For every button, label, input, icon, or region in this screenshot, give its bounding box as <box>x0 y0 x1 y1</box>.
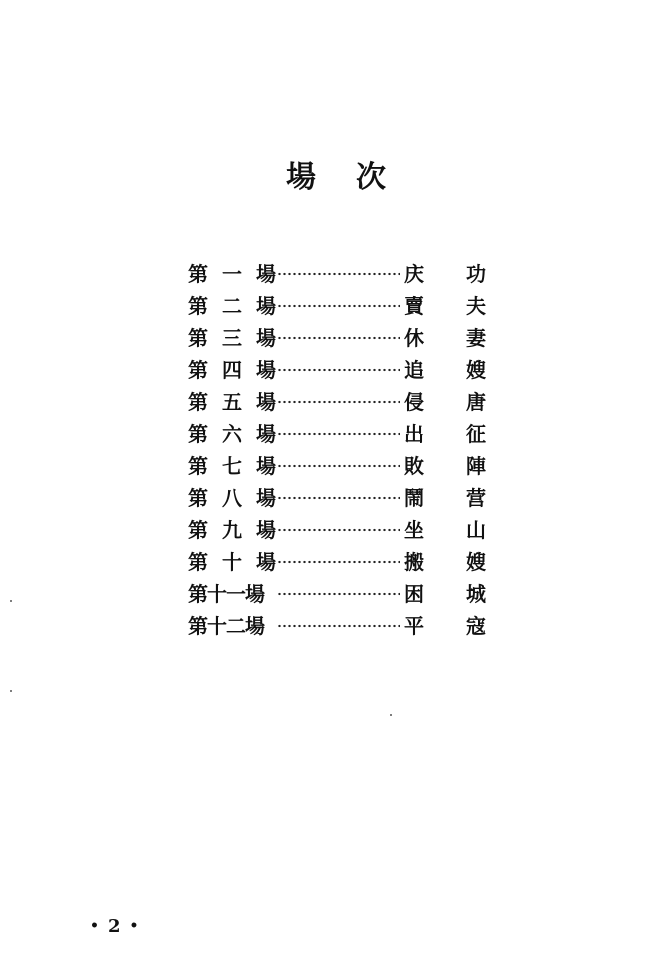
scene-title-second-char: 城 <box>466 582 486 606</box>
toc-row <box>188 578 488 610</box>
scene-title-second-char: 唐 <box>466 390 486 414</box>
scene-label: 第 十 二 場 <box>188 614 264 638</box>
scene-title-second-char: 嫂 <box>466 550 486 574</box>
scene-title-second-char: 寇 <box>466 614 486 638</box>
toc-row <box>188 546 488 578</box>
toc-row <box>188 610 488 642</box>
scene-title-second-char: 夫 <box>466 294 486 318</box>
scene-title-second-char: 征 <box>466 422 486 446</box>
scan-speck <box>10 690 12 692</box>
scene-label: 第 十 一 場 <box>188 582 264 606</box>
scene-title-first-char: 困 <box>404 582 424 606</box>
dot-leader <box>277 336 400 340</box>
scene-title-first-char: 平 <box>404 614 424 638</box>
page-number-value: 2 <box>107 916 121 937</box>
toc-row <box>188 322 488 354</box>
scene-label: 第 十 場 <box>188 550 276 574</box>
scene-title-first-char: 鬧 <box>404 486 424 510</box>
scene-title-second-char: 营 <box>466 486 486 510</box>
toc-row <box>188 482 488 514</box>
scene-title-first-char: 侵 <box>404 390 424 414</box>
scan-speck <box>390 714 392 716</box>
scene-title-first-char: 搬 <box>404 550 424 574</box>
page-number-right-bullet: • <box>129 918 139 934</box>
page-number <box>90 912 138 941</box>
scene-title-second-char: 嫂 <box>466 358 486 382</box>
page-number-left-bullet: • <box>90 918 99 934</box>
dot-leader <box>277 496 400 500</box>
dot-leader <box>277 528 400 532</box>
scene-label: 第 三 場 <box>188 326 276 350</box>
scene-label: 第 一 場 <box>188 262 276 286</box>
toc-row <box>188 450 488 482</box>
dot-leader <box>277 368 400 372</box>
dot-leader <box>277 624 400 628</box>
scene-label: 第 九 場 <box>188 518 276 542</box>
toc-row <box>188 258 488 290</box>
scene-title-second-char: 山 <box>466 518 486 542</box>
scene-title-first-char: 休 <box>404 326 424 350</box>
page-title <box>0 156 672 200</box>
dot-leader <box>277 592 400 596</box>
scene-title-first-char: 追 <box>404 358 424 382</box>
scene-title-first-char: 敗 <box>404 454 424 478</box>
scene-label: 第 六 場 <box>188 422 276 446</box>
toc-row <box>188 386 488 418</box>
scene-title-first-char: 賣 <box>404 294 424 318</box>
dot-leader <box>277 464 400 468</box>
table-of-contents <box>188 258 488 642</box>
scene-label: 第 五 場 <box>188 390 276 414</box>
scene-label: 第 四 場 <box>188 358 276 382</box>
scene-title-second-char: 妻 <box>466 326 486 350</box>
dot-leader <box>277 560 400 564</box>
page-title-char: 場 <box>286 160 316 195</box>
toc-row <box>188 418 488 450</box>
scene-title-first-char: 庆 <box>404 262 424 286</box>
toc-row <box>188 354 488 386</box>
toc-row <box>188 290 488 322</box>
dot-leader <box>277 304 400 308</box>
scene-label: 第 八 場 <box>188 486 276 510</box>
scene-title-first-char: 坐 <box>404 518 424 542</box>
scene-title-second-char: 功 <box>466 262 486 286</box>
scene-label: 第 二 場 <box>188 294 276 318</box>
dot-leader <box>277 400 400 404</box>
dot-leader <box>277 272 400 276</box>
scene-title-second-char: 陣 <box>466 454 486 478</box>
page-title-char: 次 <box>356 160 386 195</box>
dot-leader <box>277 432 400 436</box>
scan-speck <box>10 600 12 602</box>
scene-label: 第 七 場 <box>188 454 276 478</box>
toc-row <box>188 514 488 546</box>
scene-title-first-char: 出 <box>404 422 424 446</box>
